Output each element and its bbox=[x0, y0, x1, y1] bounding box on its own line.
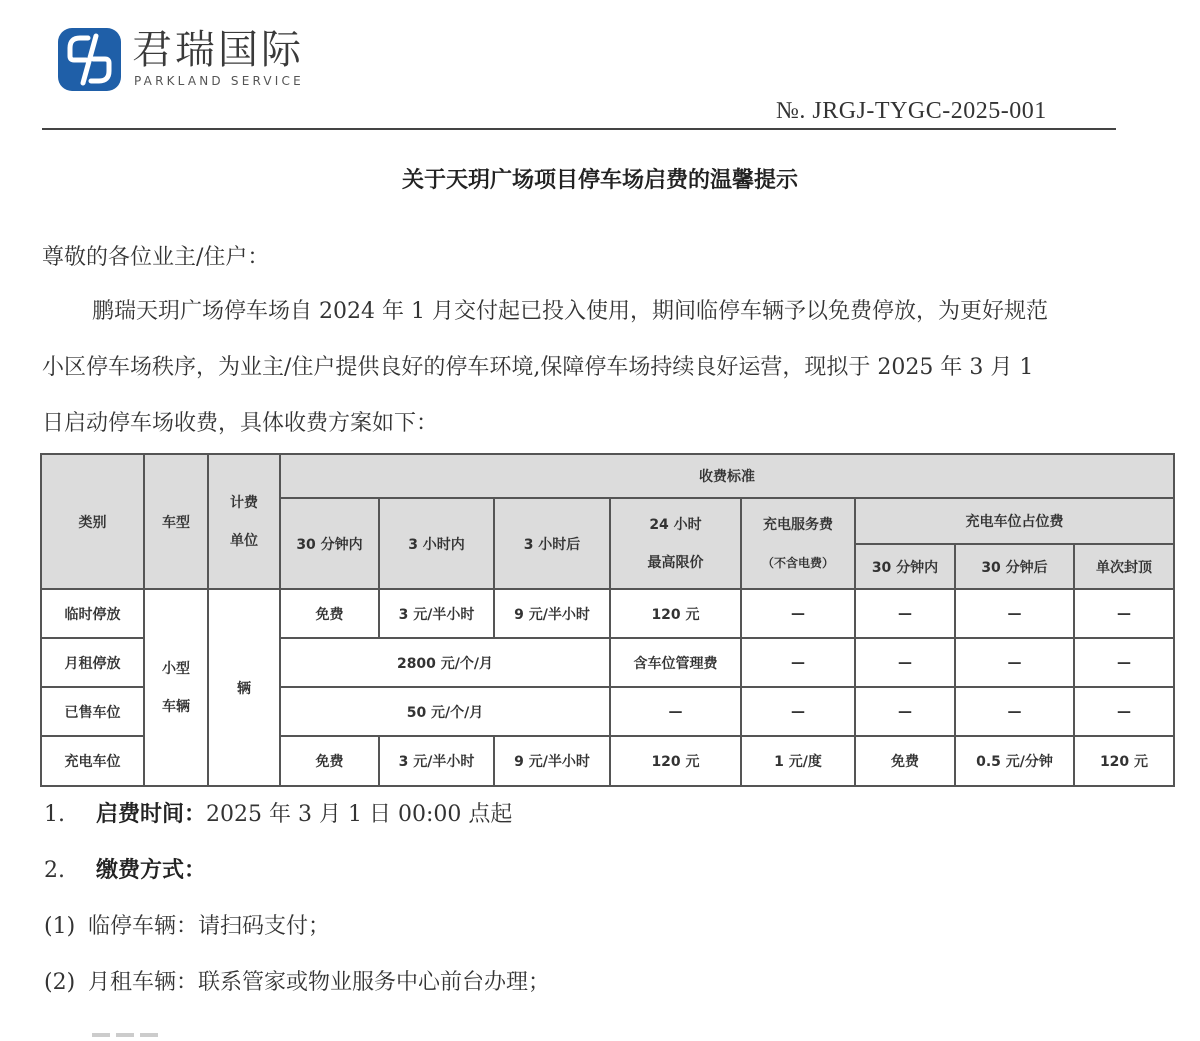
header-charging-service: 充电服务费 （不含电费） bbox=[741, 498, 855, 589]
cropped-next-line bbox=[92, 1022, 172, 1028]
header-occ-within-30min: 30 分钟内 bbox=[855, 544, 955, 589]
item-temporary-vehicles: (1) 临停车辆：请扫码支付； bbox=[44, 914, 331, 939]
row-category: 月租停放 bbox=[41, 638, 144, 687]
cell-charging-service: — bbox=[741, 687, 855, 736]
item-start-time: 1. 启费时间：2025 年 3 月 1 日 00:00 点起 bbox=[44, 802, 513, 827]
cell-24h-cap: — bbox=[610, 687, 741, 736]
cell-24h-cap: 120 元 bbox=[610, 736, 741, 786]
cell-charging-service: — bbox=[741, 589, 855, 638]
cell-merged-fee: 50 元/个/月 bbox=[280, 687, 610, 736]
header-after-3h: 3 小时后 bbox=[494, 498, 610, 589]
cell-occ-cap: — bbox=[1074, 638, 1174, 687]
cell-24h-cap: 含车位管理费 bbox=[610, 638, 741, 687]
company-name-cn: 君瑞国际 bbox=[132, 27, 304, 73]
cell-occ-after-30min: 0.5 元/分钟 bbox=[955, 736, 1074, 786]
cell-charging-service: — bbox=[741, 638, 855, 687]
cell-occ-within-30min: 免费 bbox=[855, 736, 955, 786]
cell-occ-after-30min: — bbox=[955, 687, 1074, 736]
salutation: 尊敬的各位业主/住户： bbox=[42, 245, 270, 270]
table-row bbox=[41, 589, 1174, 638]
header-within-3h: 3 小时内 bbox=[379, 498, 494, 589]
header-billing-unit: 计费 单位 bbox=[208, 454, 280, 589]
item-monthly-vehicles: (2) 月租车辆：联系管家或物业服务中心前台办理； bbox=[44, 970, 551, 995]
header-24h-cap: 24 小时 最高限价 bbox=[610, 498, 741, 589]
parkland-logo-icon bbox=[58, 28, 121, 91]
cell-occ-cap: — bbox=[1074, 687, 1174, 736]
vehicle-type-cell: 小型 车辆 bbox=[144, 589, 208, 786]
header-vehicle-type: 车型 bbox=[144, 454, 208, 589]
cell-occ-cap: 120 元 bbox=[1074, 736, 1174, 786]
row-category: 充电车位 bbox=[41, 736, 144, 786]
body-line-3: 日启动停车场收费，具体收费方案如下： bbox=[42, 411, 439, 436]
cell-merged-fee: 2800 元/个/月 bbox=[280, 638, 610, 687]
row-category: 临时停放 bbox=[41, 589, 144, 638]
document-number: №. JRGJ-TYGC-2025-001 bbox=[776, 98, 1047, 124]
row-category: 已售车位 bbox=[41, 687, 144, 736]
header-occupancy-fee: 充电车位占位费 bbox=[855, 498, 1174, 544]
cell-within-30min: 免费 bbox=[280, 589, 379, 638]
header-occ-after-30min: 30 分钟后 bbox=[955, 544, 1074, 589]
header-divider bbox=[42, 128, 1116, 130]
company-name-en: PARKLAND SERVICE bbox=[134, 74, 304, 88]
cell-24h-cap: 120 元 bbox=[610, 589, 741, 638]
header-fee-standard: 收费标准 bbox=[280, 454, 1174, 498]
body-paragraph bbox=[42, 297, 1172, 465]
cell-occ-cap: — bbox=[1074, 589, 1174, 638]
cell-occ-after-30min: — bbox=[955, 589, 1074, 638]
cell-occ-within-30min: — bbox=[855, 687, 955, 736]
cell-after-3h: 9 元/半小时 bbox=[494, 736, 610, 786]
header-category: 类别 bbox=[41, 454, 144, 589]
cell-occ-after-30min: — bbox=[955, 638, 1074, 687]
cell-occ-within-30min: — bbox=[855, 638, 955, 687]
item-payment-method: 2. 缴费方式： bbox=[44, 858, 207, 883]
body-line-1: 鹏瑞天玥广场停车场自 2024 年 1 月交付起已投入使用，期间临停车辆予以免费停放，为更好规范 bbox=[92, 299, 1048, 324]
cell-within-3h: 3 元/半小时 bbox=[379, 589, 494, 638]
body-line-2: 小区停车场秩序，为业主/住户提供良好的停车环境,保障停车场持续良好运营，现拟于 2025 年 3 月 1 bbox=[42, 355, 1034, 380]
document-title: 关于天玥广场项目停车场启费的温馨提示 bbox=[401, 168, 798, 193]
cell-within-30min: 免费 bbox=[280, 736, 379, 786]
cell-occ-within-30min: — bbox=[855, 589, 955, 638]
fee-table bbox=[40, 453, 1175, 787]
cell-charging-service: 1 元/度 bbox=[741, 736, 855, 786]
unit-cell: 辆 bbox=[208, 589, 280, 786]
cell-after-3h: 9 元/半小时 bbox=[494, 589, 610, 638]
header-occ-cap: 单次封顶 bbox=[1074, 544, 1174, 589]
cell-within-3h: 3 元/半小时 bbox=[379, 736, 494, 786]
header-within-30min: 30 分钟内 bbox=[280, 498, 379, 589]
